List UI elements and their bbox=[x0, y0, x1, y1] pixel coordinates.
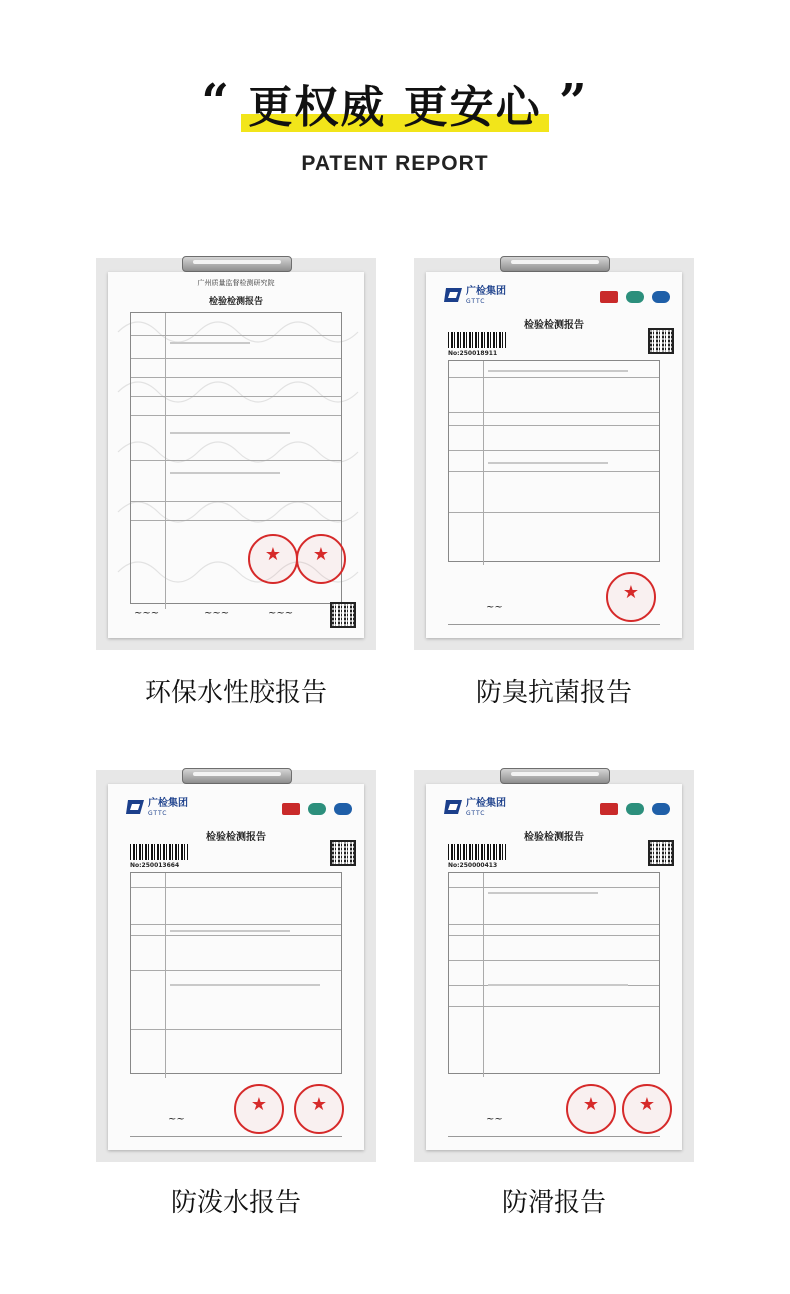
signature: ~~ bbox=[486, 602, 503, 613]
table-row bbox=[131, 397, 341, 416]
table-row bbox=[131, 1030, 341, 1078]
qr-code bbox=[648, 328, 674, 354]
text-line bbox=[488, 892, 598, 894]
clipboard-clip bbox=[500, 256, 610, 272]
red-seal-stamp bbox=[248, 534, 298, 584]
footer-divider bbox=[448, 624, 660, 625]
brand-name: 广检集团 bbox=[466, 286, 506, 297]
brand-sub: GTTC bbox=[148, 810, 168, 817]
report-number: No:250013664 bbox=[130, 862, 180, 869]
brand-name: 广检集团 bbox=[466, 798, 506, 809]
open-quote: “ bbox=[201, 74, 231, 130]
page-header bbox=[0, 0, 790, 200]
signature: ~~~ bbox=[268, 608, 294, 619]
signature: ~~~ bbox=[134, 608, 160, 619]
table-row bbox=[449, 413, 659, 426]
brand-sub: GTTC bbox=[466, 298, 486, 305]
headline bbox=[0, 74, 790, 134]
issuing-organization: 广州质量监督检测研究院 bbox=[197, 279, 275, 287]
signature: ~~~ bbox=[204, 608, 230, 619]
cnas-mark-icon bbox=[334, 803, 352, 815]
footer-divider bbox=[448, 1136, 660, 1137]
report-table bbox=[130, 872, 342, 1074]
table-row bbox=[449, 961, 659, 986]
text-line bbox=[488, 462, 608, 464]
signature: ~~ bbox=[168, 1114, 185, 1125]
clipboard-clip bbox=[182, 256, 292, 272]
report-document bbox=[108, 784, 364, 1150]
ilac-mark-icon bbox=[626, 803, 644, 815]
gttc-brand bbox=[126, 798, 188, 818]
certification-marks bbox=[597, 288, 670, 307]
report-card-waterproof bbox=[96, 770, 376, 1162]
red-seal-stamp bbox=[234, 1084, 284, 1134]
signature: ~~ bbox=[486, 1114, 503, 1125]
report-table bbox=[448, 360, 660, 562]
table-row bbox=[449, 986, 659, 1007]
cma-mark-icon bbox=[282, 803, 300, 815]
report-card-eco-glue bbox=[96, 258, 376, 650]
brand-sub: GTTC bbox=[466, 810, 486, 817]
certification-marks bbox=[597, 800, 670, 819]
text-line bbox=[170, 432, 290, 434]
cnas-mark-icon bbox=[652, 291, 670, 303]
table-row bbox=[131, 936, 341, 971]
red-seal-stamp bbox=[606, 572, 656, 622]
ilac-mark-icon bbox=[308, 803, 326, 815]
table-row bbox=[131, 378, 341, 397]
gttc-logo-icon bbox=[444, 798, 464, 816]
cnas-mark-icon bbox=[652, 803, 670, 815]
report-title: 检验检测报告 bbox=[524, 832, 584, 843]
close-quote: ” bbox=[558, 74, 589, 130]
barcode bbox=[130, 844, 188, 860]
barcode bbox=[448, 332, 506, 348]
table-row bbox=[449, 925, 659, 936]
footer-divider bbox=[130, 1136, 342, 1137]
cma-mark-icon bbox=[600, 803, 618, 815]
table-row bbox=[131, 359, 341, 378]
table-row bbox=[131, 313, 341, 336]
clipboard-clip bbox=[500, 768, 610, 784]
gttc-brand bbox=[444, 286, 506, 306]
report-caption: 环保水性胶报告 bbox=[144, 678, 327, 708]
table-row bbox=[131, 971, 341, 1030]
report-title: 检验检测报告 bbox=[206, 832, 266, 843]
report-caption: 防滑报告 bbox=[501, 1188, 606, 1218]
table-row bbox=[449, 426, 659, 451]
gttc-brand bbox=[444, 798, 506, 818]
text-line bbox=[170, 342, 250, 344]
report-caption: 防臭抗菌报告 bbox=[475, 678, 632, 708]
text-line bbox=[488, 370, 628, 372]
text-line bbox=[170, 472, 280, 474]
table-row bbox=[449, 1007, 659, 1077]
ilac-mark-icon bbox=[626, 291, 644, 303]
brand-name: 广检集团 bbox=[148, 798, 188, 809]
qr-code bbox=[330, 840, 356, 866]
report-number: No:250000413 bbox=[448, 862, 498, 869]
table-row bbox=[131, 873, 341, 888]
red-seal-stamp bbox=[296, 534, 346, 584]
gttc-logo-icon bbox=[126, 798, 146, 816]
text-line bbox=[488, 984, 628, 986]
red-seal-stamp bbox=[622, 1084, 672, 1134]
headline-text: 更权威 更安心 bbox=[248, 82, 542, 133]
qr-code bbox=[330, 602, 356, 628]
table-row bbox=[131, 336, 341, 359]
red-seal-stamp bbox=[294, 1084, 344, 1134]
clipboard-clip bbox=[182, 768, 292, 784]
text-line bbox=[170, 984, 320, 986]
table-row bbox=[449, 513, 659, 565]
report-caption: 防泼水报告 bbox=[170, 1188, 301, 1218]
headline-title bbox=[201, 74, 589, 134]
report-title: 检验检测报告 bbox=[208, 297, 263, 307]
qr-code bbox=[648, 840, 674, 866]
table-row bbox=[449, 873, 659, 888]
cma-mark-icon bbox=[600, 291, 618, 303]
table-row bbox=[449, 472, 659, 513]
red-seal-stamp bbox=[566, 1084, 616, 1134]
report-card-antibacterial bbox=[414, 258, 694, 650]
report-title: 检验检测报告 bbox=[524, 320, 584, 331]
report-card-antislip bbox=[414, 770, 694, 1162]
table-row bbox=[131, 888, 341, 925]
report-document bbox=[426, 784, 682, 1150]
barcode bbox=[448, 844, 506, 860]
table-row bbox=[449, 378, 659, 413]
report-document bbox=[426, 272, 682, 638]
table-row bbox=[131, 461, 341, 502]
report-document bbox=[108, 272, 364, 638]
table-row bbox=[131, 416, 341, 461]
report-number: No:250018911 bbox=[448, 350, 498, 357]
table-row bbox=[131, 502, 341, 521]
table-row bbox=[449, 936, 659, 961]
gttc-logo-icon bbox=[444, 286, 464, 304]
headline-subtitle: PATENT REPORT bbox=[301, 152, 489, 175]
report-table bbox=[448, 872, 660, 1074]
text-line bbox=[170, 930, 290, 932]
certification-marks bbox=[279, 800, 352, 819]
